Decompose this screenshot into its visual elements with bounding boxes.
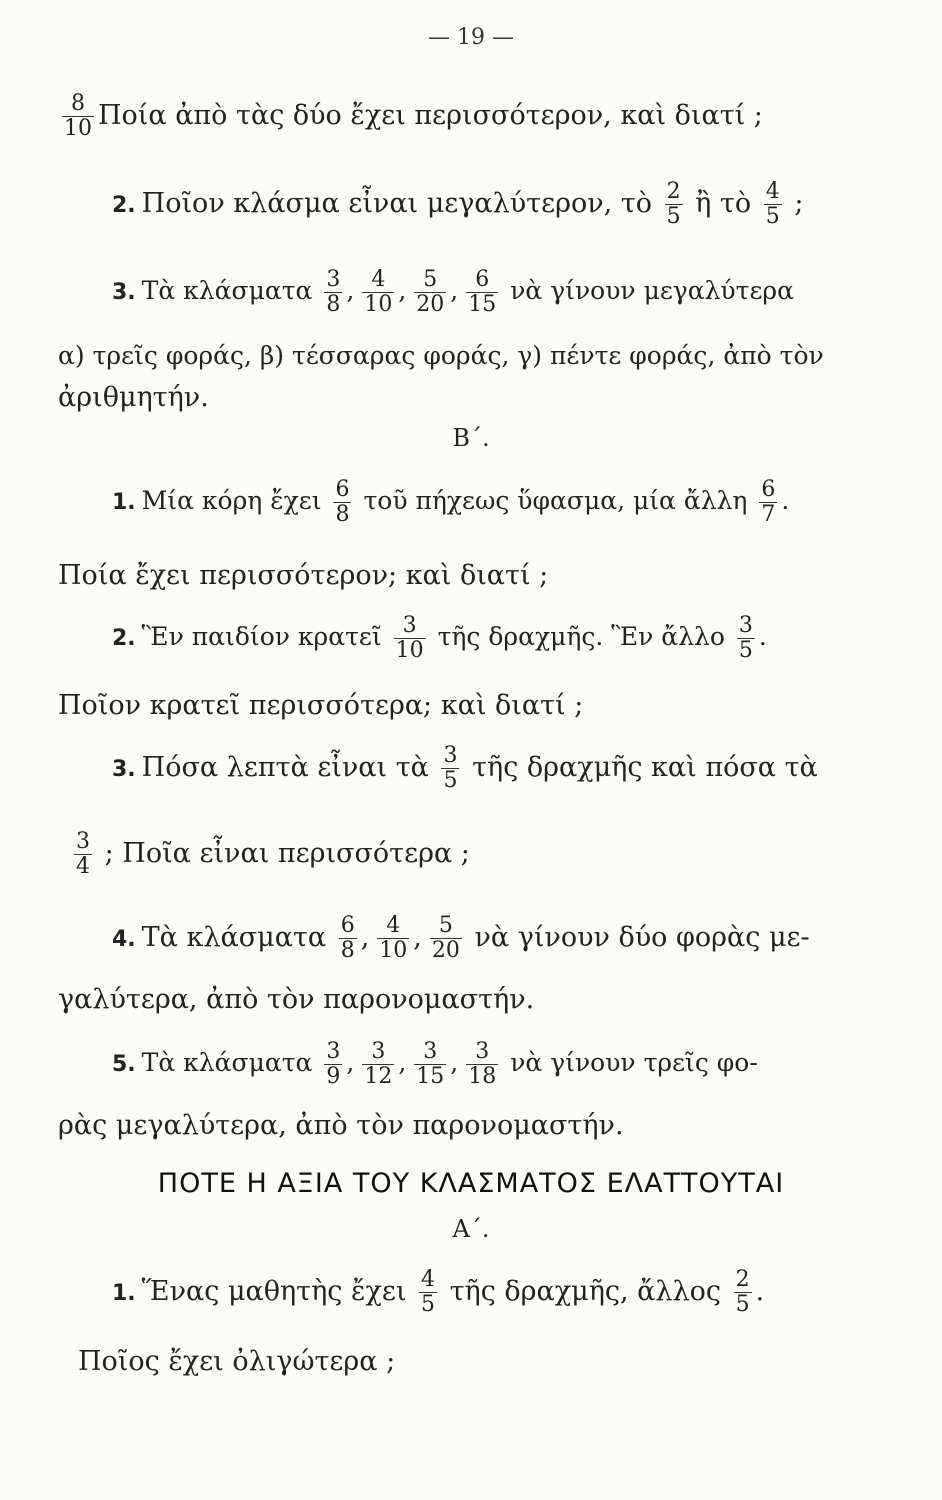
fraction: $\frac{3}{12}$ — [364, 1039, 393, 1089]
fraction: $\frac{3}{5}$ — [738, 613, 753, 663]
text-line: Ποία ἔχει περισσότερον; καὶ διατί ; — [58, 560, 549, 591]
text-line: ἀριθμητήν. — [58, 382, 209, 413]
fraction: $\frac{4}{10}$ — [379, 913, 408, 963]
text-line: ρὰς μεγαλύτερα, ἀπὸ τὸν παρονομαστήν. — [58, 1110, 624, 1141]
page-number: — 19 — — [428, 25, 514, 50]
section-heading: Β΄. — [452, 424, 490, 452]
exercise-line: $\frac{8}{10}$ Ποία ἀπὸ τὰς δύο ἔχει περισσότερον, καὶ διατί ; — [64, 91, 763, 141]
fraction: $\frac{2}{5}$ — [666, 179, 681, 229]
fraction: $\frac{3}{18}$ — [468, 1039, 497, 1089]
exercise-line: $\frac{3}{4}$ ; Ποῖα εἶναι περισσότερα ; — [76, 829, 470, 879]
exercise-line: 2. Ποῖον κλάσμα εἶναι μεγαλύτερον, τὸ $\frac{2}{5}$ ἢ τὸ $\frac{4}{5}$ ; — [112, 179, 804, 229]
text-line: Ποῖος ἔχει ὀλιγώτερα ; — [78, 1346, 396, 1377]
exercise-line: 2. Ἓν παιδίον κρατεῖ $\frac{3}{10}$ τῆς δραχμῆς. Ἓν ἄλλο $\frac{3}{5}$ . — [112, 613, 767, 663]
exercise-line: 5. Τὰ κλάσματα $\frac{3}{9}$ , $\frac{3}{12}$ , $\frac{3}{15}$ , $\frac{3}{18}$ νὰ γίνουν τρεῖς φο- — [112, 1039, 758, 1089]
fraction: $\frac{6}{15}$ — [468, 267, 497, 317]
fraction: $\frac{6}{8}$ — [340, 913, 355, 963]
section-heading: Α΄. — [452, 1215, 490, 1243]
fraction: $\frac{6}{7}$ — [761, 477, 776, 527]
text-line: γαλύτερα, ἀπὸ τὸν παρονομαστήν. — [58, 984, 535, 1015]
fraction: $\frac{4}{10}$ — [364, 267, 393, 317]
text-line: Ποῖον κρατεῖ περισσότερα; καὶ διατί ; — [58, 690, 584, 721]
fraction: $\frac{3}{10}$ — [395, 613, 424, 663]
text-line: α) τρεῖς φοράς, β) τέσσαρας φοράς, γ) πέντε φοράς, ἀπὸ τὸν — [58, 341, 824, 370]
fraction: $\frac{6}{8}$ — [335, 477, 350, 527]
exercise-line: 3. Πόσα λεπτὰ εἶναι τὰ $\frac{3}{5}$ τῆς δραχμῆς καὶ πόσα τὰ — [112, 743, 818, 793]
fraction: $\frac{5}{20}$ — [416, 267, 445, 317]
fraction: $\frac{3}{8}$ — [326, 267, 341, 317]
fraction: $\frac{2}{5}$ — [735, 1267, 750, 1317]
exercise-line: 1. Ἕνας μαθητὴς ἔχει $\frac{4}{5}$ τῆς δραχμῆς, ἄλλος $\frac{2}{5}$ . — [112, 1267, 765, 1317]
exercise-line: 4. Τὰ κλάσματα $\frac{6}{8}$ , $\frac{4}{10}$ , $\frac{5}{20}$ νὰ γίνουν δύο φορὰς με- — [112, 913, 810, 963]
fraction: $\frac{3}{15}$ — [416, 1039, 445, 1089]
fraction: $\frac{3}{9}$ — [326, 1039, 341, 1089]
fraction: $\frac{5}{20}$ — [431, 913, 460, 963]
chapter-heading: ΠΟΤΕ Η ΑΞΙΑ ΤΟΥ ΚΛΑΣΜΑΤΟΣ ΕΛΑΤΤΟΥΤΑΙ — [157, 1168, 785, 1199]
fraction: $\frac{4}{5}$ — [765, 179, 780, 229]
fraction: $\frac{3}{4}$ — [76, 829, 90, 879]
exercise-line: 1. Μία κόρη ἔχει $\frac{6}{8}$ τοῦ πήχεως ὕφασμα, μία ἄλλη $\frac{6}{7}$ . — [112, 477, 790, 527]
fraction: $\frac{8}{10}$ — [64, 91, 92, 141]
exercise-line: 3. Τὰ κλάσματα $\frac{3}{8}$ , $\frac{4}{10}$ , $\frac{5}{20}$ , $\frac{6}{15}$ νὰ γίνουν μεγαλύτερα — [112, 267, 794, 317]
fraction: $\frac{3}{5}$ — [443, 743, 458, 793]
fraction: $\frac{4}{5}$ — [421, 1267, 436, 1317]
